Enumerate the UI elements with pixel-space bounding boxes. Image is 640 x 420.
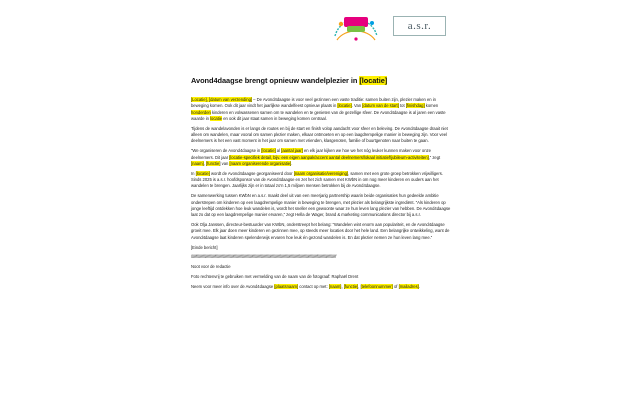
headline <box>191 76 453 85</box>
placeholder-highlight: [mailadres] <box>398 283 419 289</box>
text-run: van <box>220 160 230 166</box>
kwbn-quote-paragraph: Ook Olja Janssen, directeur-bestuurder van KWbN, onderstreept het belang: “Wandelen wint enorm aan populariteit, en de Avond4daagse groeit mee. Elk jaar doen meer kinderen en gezinnen mee, op steeds meer locaties door het hele land. Een belangrijke ontwikkeling, want de Avond4daagse laat kinderen spelenderwijs ervaren hoe leuk én gezond wandelen is. En dat plezier nemen ze hun leven lang mee.” <box>191 222 450 240</box>
photo-credit: Foto rechtenvrij te gebruiken met vermelding van de naam van de fotograaf: Raphaël Drent <box>191 273 359 279</box>
atmosphere-paragraph: Tijdens de wandelavonden is er langs de routes en bij de start en finish volop aandacht voor sfeer en beleving. De Avond4daagse draait niet alleen om wandelen, maar vooral om samen plezier maken, elkaar ontmoeten en op een laagdrempelige manier in beweging zijn. Voor veel deelnemers is het een vast moment in het jaar om samen met vrienden, klasgenoten, familie of buurtgenoten naar buiten te gaan. <box>191 125 448 144</box>
text-run: ,” zegt <box>428 154 441 160</box>
placeholder-highlight: honderden <box>191 109 211 115</box>
text-run: – De Avond4daagse is voor veel gezinnen een vaste traditie: samen buiten zijn, plezier maken en in beweging komen. Ook dit jaar vindt het jaarlijkse wandelfeest opnieuw plaats in <box>191 97 436 109</box>
press-release-body <box>191 76 453 290</box>
placeholder-highlight: [locatie-specifiek detail, bijv. een eigen aanpak/accent aantal deelnemers/lokaal initiatief/jubileum-activiteiten] <box>229 154 429 160</box>
text-run: al <box>275 148 282 154</box>
partnership-paragraph: De samenwerking tussen KWbN en a.s.r. maakt deel uit van een meerjarig partnership waarin beide organisaties hun gedeelde ambitie onderstrepen om kinderen op een laagdrempelige manier in beweging te brengen, met plezier als belangrijkste ingrediënt. “Als kinderen op jonge leeftijd ontdekken hoe leuk wandelen is, wordt het sneller een gewoonte waar ze hun leven lang plezier van hebben. De Avond4daagse laat zo dat op een laagdrempelige manier ervaren,” zegt Hella de Wager, brand & marketing communications director bij a.s.r. <box>191 193 451 218</box>
text-run: en elk jaar kijken we hoe we het nóg leuker kunnen maken voor onze deelnemers. Dit jaar <box>191 148 431 160</box>
placeholder-highlight: [functie] <box>205 160 221 166</box>
placeholder-highlight: [naam] <box>191 160 204 166</box>
text-run: komen <box>424 103 439 109</box>
contact-paragraph <box>191 284 453 290</box>
text-run: In <box>191 170 196 176</box>
placeholder-highlight: [naam] <box>328 283 342 289</box>
placeholder-highlight: [locatie] <box>261 148 276 154</box>
intro-paragraph <box>191 97 453 122</box>
text-run: , <box>341 283 344 289</box>
text-run: wordt de Avond4daagse georganiseerd door <box>209 170 294 176</box>
text-run: . Van <box>351 103 363 109</box>
placeholder-highlight: [telefoonnummer] <box>360 283 393 289</box>
placeholder-highlight: [naam organisatie/vereniging] <box>293 170 349 176</box>
text-run: of <box>392 283 399 289</box>
text-run: en ook dit jaar staat samen in beweging komen centraal. <box>222 115 327 121</box>
avond4daagse-logo <box>327 6 385 46</box>
text-run: , <box>358 283 361 289</box>
placeholder-highlight: locatie <box>210 115 223 121</box>
text-run: Neem voor meer info over de Avond4daagse <box>191 283 275 289</box>
asr-logo-text: a.s.r. <box>407 20 432 32</box>
sponsor-paragraph <box>191 171 453 190</box>
placeholder-highlight: [aantal jaar] <box>281 148 303 154</box>
placeholder-highlight: [plaatsnaam] <box>274 283 299 289</box>
headline-text: Avond4daagse brengt opnieuw wandelplezier in <box>191 76 360 85</box>
placeholder-highlight: [finishdag] <box>405 103 425 109</box>
text-run: , samen met een grote groep betrokken vrijwilligers. Sinds 2025 is a.s.r. hoofdsponsor van de Avond4daagse en zet het zich samen met KWbN in om nog meer kinderen en ouders aan het wandelen te brengen. Jaarlijks zijn er in totaal zo'n 1,5 miljoen mensen betrokken bij de Avond4daagse. <box>191 170 443 189</box>
placeholder-highlight: [functie] <box>343 283 359 289</box>
separator-line: //////////////////////////////////////////////////////////////////////////////////////////////////////////////////////////////////////////////////////////////////////// <box>191 254 337 260</box>
placeholder-highlight: [locatie] <box>195 170 210 176</box>
placeholder-highlight: [naam organiserende organisatie] <box>229 160 292 166</box>
note-title: Noot voor de redactie <box>191 263 231 269</box>
text-run: . <box>418 283 420 289</box>
text-run: “We organiseren de Avond4daagse in <box>191 148 262 154</box>
asr-logo <box>393 16 446 36</box>
text-run: tot <box>398 103 406 109</box>
placeholder-highlight: [locatie] <box>337 103 352 109</box>
text-run: . <box>291 160 293 166</box>
placeholder-highlight: [datum van de start] <box>362 103 399 109</box>
headline-location-placeholder: [locatie] <box>359 76 388 85</box>
text-run: contact op met: <box>298 283 329 289</box>
text-run: kinderen en volwassenen samen om te wandelen en te genieten van de gezellige sfeer. De Avond4daagse is al jaren een vaste waarde in <box>191 109 446 121</box>
text-run: , <box>203 160 206 166</box>
placeholder-highlight: [Locatie], [datum van verzending] <box>191 97 253 102</box>
organizer-quote-paragraph <box>191 148 453 167</box>
end-of-release: [Einde bericht] <box>191 244 218 250</box>
